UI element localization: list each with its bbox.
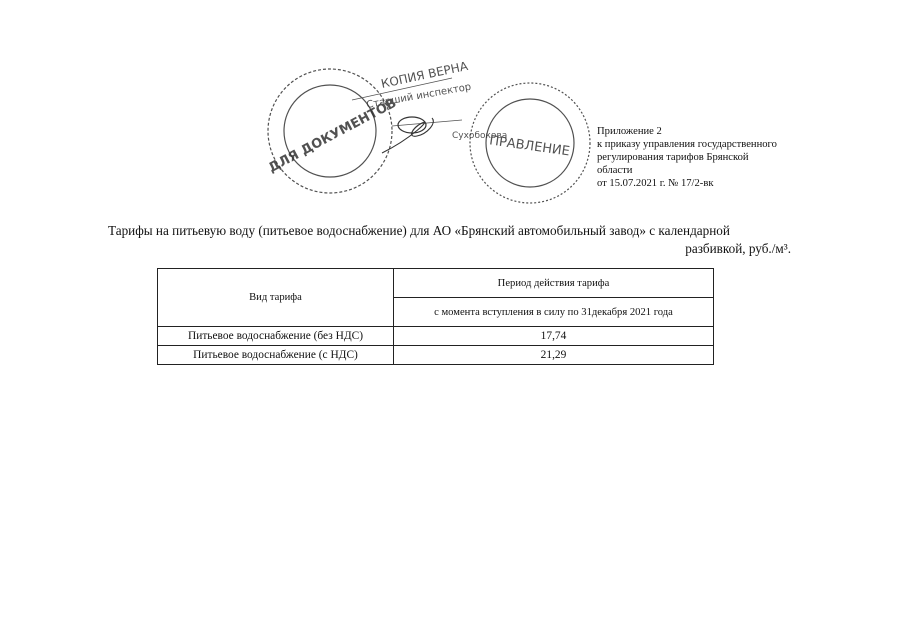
table-row <box>158 346 714 365</box>
title-line-2: разбивкой, руб./м³. <box>685 241 791 256</box>
title-line-1: Тарифы на питьевую воду (питьевое водоснабжение) для АО «Брянский автомобильный завод» с календарной <box>108 223 730 238</box>
appendix-line-2: к приказу управления государственного <box>597 139 777 150</box>
row-value: 21,29 <box>394 346 714 365</box>
row-type: Питьевое водоснабжение (без НДС) <box>158 327 394 346</box>
row-type: Питьевое водоснабжение (с НДС) <box>158 346 394 365</box>
header-period-range: с момента вступления в силу по 31декабря 2021 года <box>394 298 714 327</box>
copy-stamp-signer: Сухобокова <box>452 131 508 141</box>
copy-stamp-title: КОПИЯ ВЕРНА <box>379 58 470 91</box>
tariff-table <box>157 268 714 365</box>
row-value: 17,74 <box>394 327 714 346</box>
table-row <box>158 327 714 346</box>
header-period: Период действия тарифа <box>394 269 714 298</box>
document-title <box>100 222 805 258</box>
appendix-line-5: от 15.07.2021 г. № 17/2-вк <box>597 178 714 189</box>
appendix-line-1: Приложение 2 <box>597 126 662 137</box>
stamp-right-text: ПРАВЛЕНИЕ <box>488 133 571 160</box>
appendix-block <box>597 125 827 190</box>
stamp-left-text: ДЛЯ ДОКУМЕНТОВ <box>266 95 400 176</box>
header-tariff-type: Вид тарифа <box>158 269 394 327</box>
appendix-line-3: регулирования тарифов Брянской <box>597 152 749 163</box>
official-stamps <box>262 58 597 208</box>
appendix-line-4: области <box>597 165 633 176</box>
copy-stamp-position: Старший инспектор <box>365 81 473 111</box>
